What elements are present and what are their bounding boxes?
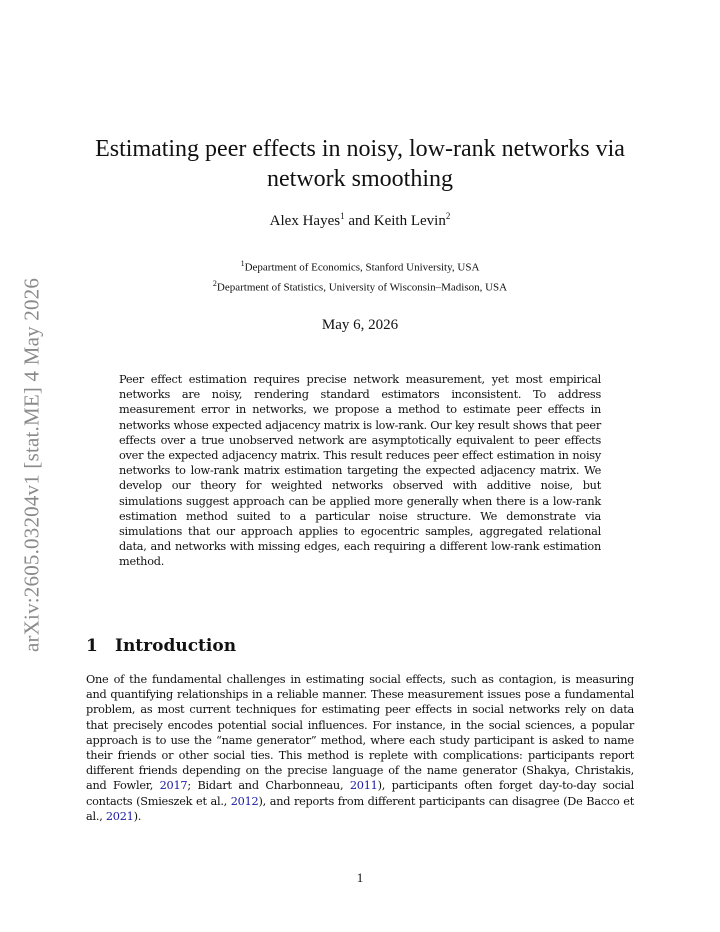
body-text: ), and reports from different participants can disagree (De Bacco et al., xyxy=(86,794,634,823)
affiliation-marker: 1 xyxy=(240,259,245,268)
author-name: Keith Levin xyxy=(373,213,446,229)
affiliations xyxy=(60,256,660,295)
section-title: Introduction xyxy=(115,636,237,656)
intro-paragraph xyxy=(86,672,634,824)
affiliation-text: Department of Economics, Stanford University, USA xyxy=(244,261,480,274)
author-line xyxy=(60,211,660,230)
paper-title: Estimating peer effects in noisy, low-rank networks via network smoothing xyxy=(95,136,625,192)
arxiv-identifier-text: arXiv:2605.03204v1 [stat.ME] 4 May 2026 xyxy=(19,277,44,653)
affiliation-marker: 1 xyxy=(340,211,345,221)
body-text: ; Bidart and Charbonneau, xyxy=(187,779,350,793)
author-connector: and xyxy=(344,213,374,229)
body-text: ). xyxy=(133,809,142,823)
section-number: 1 xyxy=(86,636,98,656)
page-number: 1 xyxy=(356,870,364,885)
citation-link[interactable]: 2012 xyxy=(230,794,259,808)
abstract: Peer effect estimation requires precise network measurement, yet most empirical networks are noisy, rendering standard estimators inconsistent. To address measurement error in networks, we propose a method to estimate peer effects in networks whose expected adjacency matrix is low-rank. Our key result shows that peer effects over a true unobserved network are asymptotically equivalent to peer effects over the expected adjacency matrix. This result reduces peer effect estimation in noisy networks to low-rank matrix estimation targeting the expected adjacency matrix. We develop our theory for weighted networks observed with additive noise, but simulations suggest approach can be applied more generally when there is a low-rank estimation method suited to a particular noise structure. We demonstrate via simulations that our approach applies to egocentric samples, aggregated relational data, and networks with missing edges, each requiring a different low-rank estimation method. xyxy=(119,373,601,569)
citation-link[interactable]: 2021 xyxy=(105,809,134,823)
arxiv-identifier-stamp xyxy=(20,254,44,676)
citation-link[interactable]: 2017 xyxy=(159,779,188,793)
affiliation-marker: 2 xyxy=(445,211,451,221)
affiliation-text: Department of Statistics, University of Wisconsin–Madison, USA xyxy=(216,281,508,294)
citation-link[interactable]: 2011 xyxy=(349,779,378,793)
affiliation-line xyxy=(60,276,660,296)
body-text: One of the fundamental challenges in estimating social effects, such as contagion, is measuring and quantifying relationships in a reliable manner. These measurement issues pose a fundamental problem, as most current techniques for estimating peer effects in social networks rely on data that precisely encodes potential social influences. For instance, in the social sciences, a popular approach is to use the “name generator” method, where each study participant is asked to name their friends or other social ties. This method is replete with complications: participants report different friends depending on the precise language of the name generator (Shakya, Christakis, and Fowler, xyxy=(86,673,634,793)
affiliation-line xyxy=(60,256,660,276)
affiliation-marker: 2 xyxy=(212,278,217,288)
author-name: Alex Hayes xyxy=(269,213,341,229)
publication-date: May 6, 2026 xyxy=(321,317,399,333)
body-text: ), participants often forget day-to-day social contacts (Smieszek et al., xyxy=(86,779,635,808)
section-heading xyxy=(86,636,236,656)
